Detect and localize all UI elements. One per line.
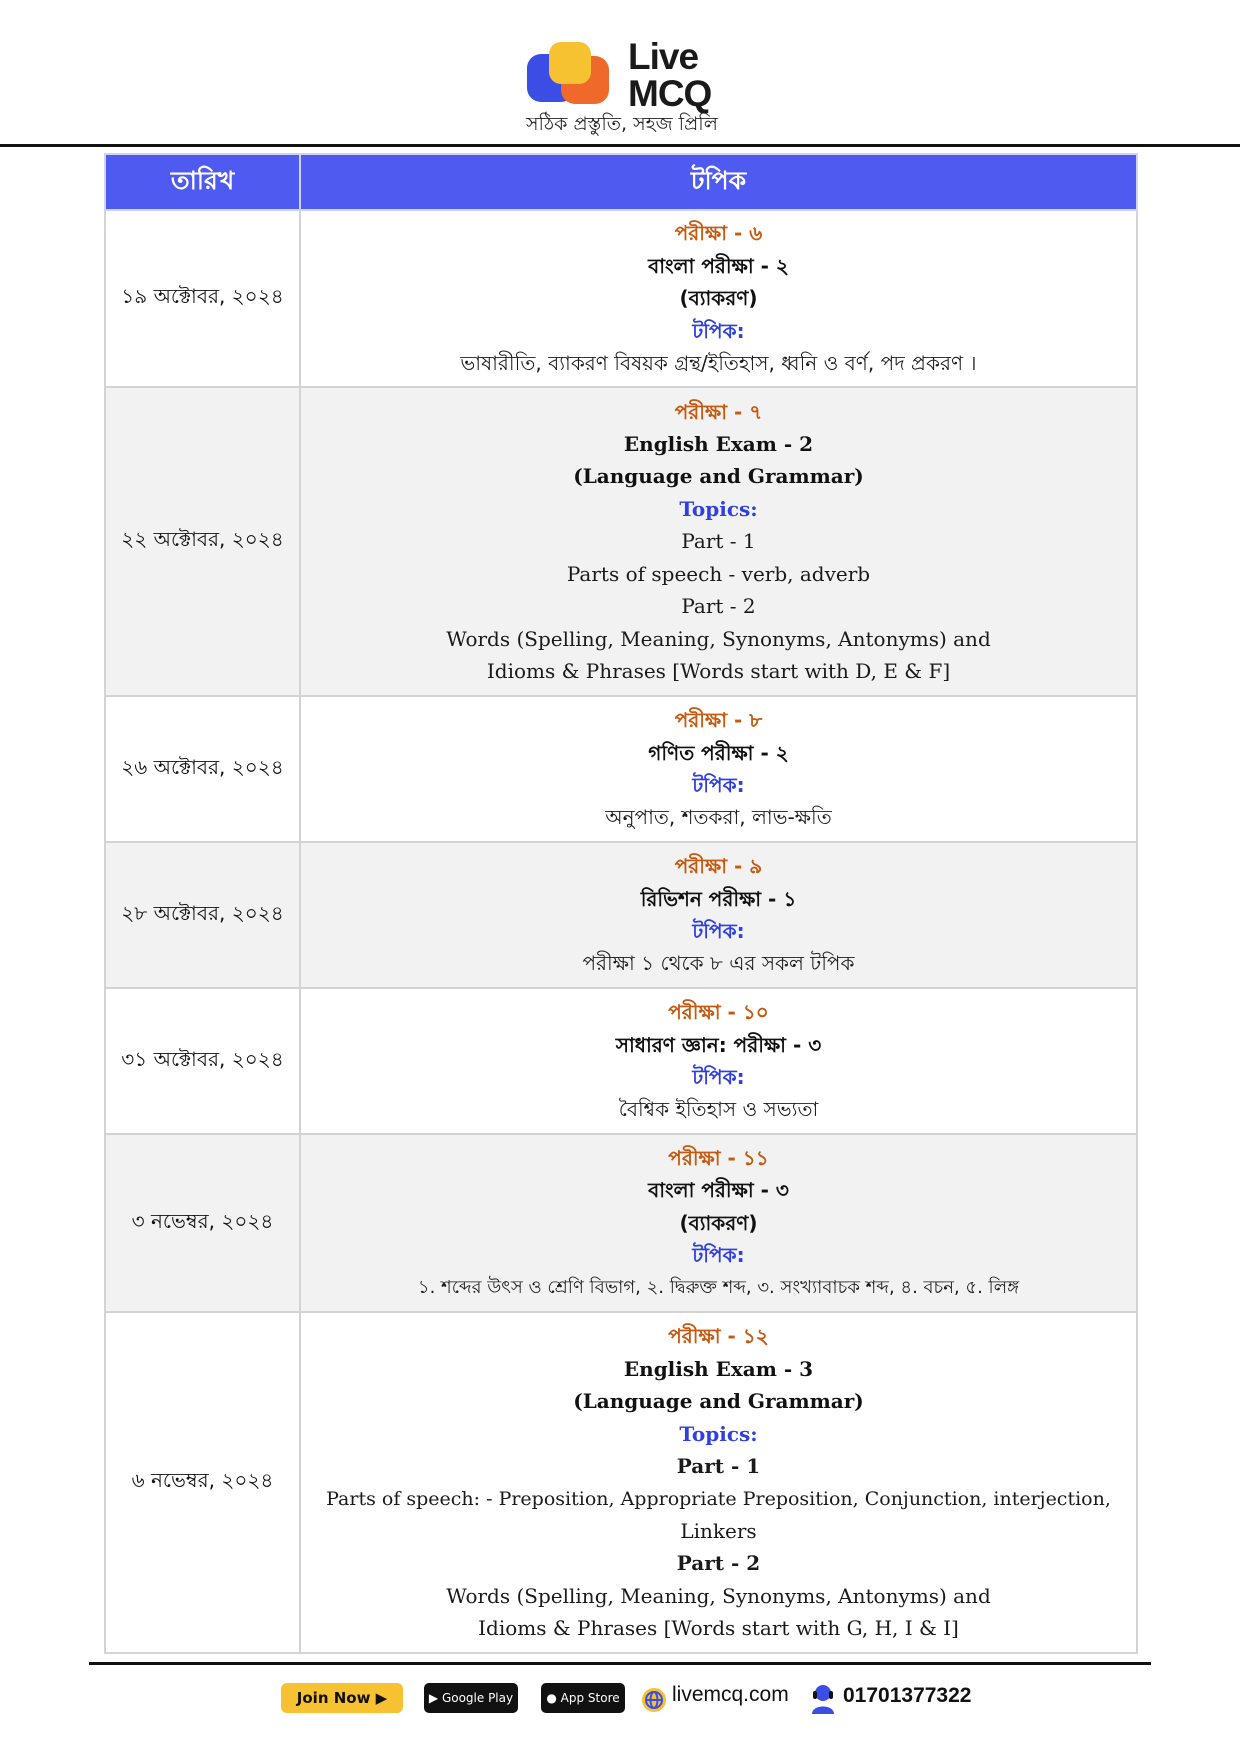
exam-number: পরীক্ষা - ১১	[668, 1145, 769, 1170]
topic-text: Words (Spelling, Meaning, Synonyms, Antonyms) and	[446, 626, 991, 651]
exam-schedule-table	[104, 153, 1138, 1654]
row-date: ৬ নভেম্বর, ২০২৪	[105, 1312, 300, 1653]
logo-tagline: সঠিক প্রস্তুতি, সহজ প্রিলি	[526, 113, 718, 135]
topic-label: টপিক:	[692, 318, 745, 343]
topic-text: Parts of speech - verb, adverb	[566, 561, 871, 586]
topic-label: টপিক:	[692, 1065, 745, 1089]
google-play-label: Google Play	[441, 1691, 514, 1705]
footer-divider	[89, 1662, 1151, 1665]
exam-number: পরীক্ষা - ৯	[674, 854, 763, 879]
website-link[interactable]: livemcq.com	[672, 1683, 789, 1706]
exam-subtitle: (Language and Grammar)	[573, 464, 864, 489]
exam-subtitle: (ব্যাকরণ)	[679, 1210, 758, 1235]
support-person-icon	[810, 1683, 836, 1715]
topic-text: Linkers	[680, 1518, 757, 1543]
row-date: ২৮ অক্টোবর, ২০২৪	[105, 842, 300, 988]
row-topic	[300, 988, 1137, 1134]
table-row	[105, 1312, 1137, 1653]
topic-text: ১. শব্দের উৎস ও শ্রেণি বিভাগ, ২. দ্বিরুক্ত শব্দ, ৩. সংখ্যাবাচক শব্দ, ৪. বচন, ৫. লিঙ্গ	[417, 1276, 1020, 1298]
logo-line-live: Live	[628, 36, 699, 77]
header-divider	[0, 144, 1240, 147]
row-topic	[300, 387, 1137, 696]
column-header-date: তারিখ	[105, 154, 300, 210]
topic-text: Parts of speech: - Preposition, Appropriate Preposition, Conjunction, interjection,	[326, 1487, 1111, 1510]
live-mcq-logo-icon	[527, 42, 613, 110]
row-topic	[300, 842, 1137, 988]
row-topic	[300, 210, 1137, 387]
google-play-icon: ▶	[428, 1691, 442, 1705]
table-row	[105, 988, 1137, 1134]
exam-subject: বাংলা পরীক্ষা - ৩	[648, 1178, 789, 1203]
part-heading: Part - 1	[681, 529, 756, 554]
table-row	[105, 842, 1137, 988]
exam-subject: English Exam - 3	[623, 1356, 814, 1381]
exam-number: পরীক্ষা - ৮	[674, 708, 763, 733]
column-header-topic: টপিক	[300, 154, 1137, 210]
part-heading: Part - 2	[681, 594, 756, 619]
exam-subtitle: (Language and Grammar)	[573, 1389, 864, 1414]
part-heading: Part - 1	[676, 1454, 761, 1479]
exam-subject: English Exam - 2	[623, 432, 814, 457]
table-row	[105, 387, 1137, 696]
row-topic	[300, 696, 1137, 842]
topic-text: অনুপাত, শতকরা, লাভ-ক্ষতি	[605, 805, 832, 830]
row-date: ১৯ অক্টোবর, ২০২৪	[105, 210, 300, 387]
row-date: ২৬ অক্টোবর, ২০২৪	[105, 696, 300, 842]
topic-text: Idioms & Phrases [Words start with G, H, I & I]	[478, 1616, 959, 1641]
exam-subject: সাধারণ জ্ঞান: পরীক্ষা - ৩	[615, 1032, 822, 1057]
logo-wordmark	[628, 38, 711, 112]
exam-number: পরীক্ষা - ১২	[668, 1324, 769, 1349]
exam-number: পরীক্ষা - ১০	[668, 1000, 769, 1025]
topic-label: Topics:	[679, 1421, 758, 1446]
topic-text: ভাষারীতি, ব্যাকরণ বিষয়ক গ্রন্থ/ইতিহাস, ধ্বনি ও বর্ণ, পদ প্রকরণ ।	[460, 351, 977, 376]
topic-text: বৈশ্বিক ইতিহাস ও সভ্যতা	[618, 1097, 819, 1122]
logo-line-mcq: MCQ	[628, 73, 712, 114]
page-footer	[0, 1680, 1240, 1724]
topic-text: Words (Spelling, Meaning, Synonyms, Antonyms) and	[446, 1583, 991, 1608]
row-topic	[300, 1312, 1137, 1653]
topic-label: টপিক:	[692, 1243, 745, 1268]
row-topic	[300, 1134, 1137, 1312]
exam-number: পরীক্ষা - ৭	[674, 399, 763, 424]
exam-subject: গণিত পরীক্ষা - ২	[648, 740, 789, 765]
exam-subtitle: (ব্যাকরণ)	[679, 286, 758, 311]
table-row	[105, 210, 1137, 387]
table-row	[105, 696, 1137, 842]
exam-subject: রিভিশন পরীক্ষা - ১	[640, 886, 797, 911]
app-store-badge[interactable]	[541, 1683, 625, 1713]
exam-subject: বাংলা পরীক্ষা - ২	[648, 253, 789, 278]
apple-icon: ●	[546, 1691, 561, 1705]
globe-icon	[641, 1687, 667, 1713]
topic-text: Idioms & Phrases [Words start with D, E & F]	[486, 658, 951, 683]
app-store-label: App Store	[560, 1691, 620, 1705]
page-header	[0, 38, 1240, 148]
exam-number: পরীক্ষা - ৬	[674, 221, 763, 246]
join-now-button[interactable]: Join Now ▶	[281, 1683, 403, 1713]
part-heading: Part - 2	[676, 1551, 761, 1576]
topic-text: পরীক্ষা ১ থেকে ৮ এর সকল টপিক	[582, 951, 855, 976]
row-date: ৩১ অক্টোবর, ২০২৪	[105, 988, 300, 1134]
topic-label: টপিক:	[692, 773, 745, 797]
table-row	[105, 1134, 1137, 1312]
row-date: ৩ নভেম্বর, ২০২৪	[105, 1134, 300, 1312]
google-play-badge[interactable]	[424, 1683, 518, 1713]
phone-number[interactable]: 01701377322	[843, 1684, 972, 1707]
topic-label: Topics:	[679, 496, 758, 521]
table-header-row	[105, 154, 1137, 210]
row-date: ২২ অক্টোবর, ২০২৪	[105, 387, 300, 696]
topic-label: টপিক:	[692, 919, 745, 943]
